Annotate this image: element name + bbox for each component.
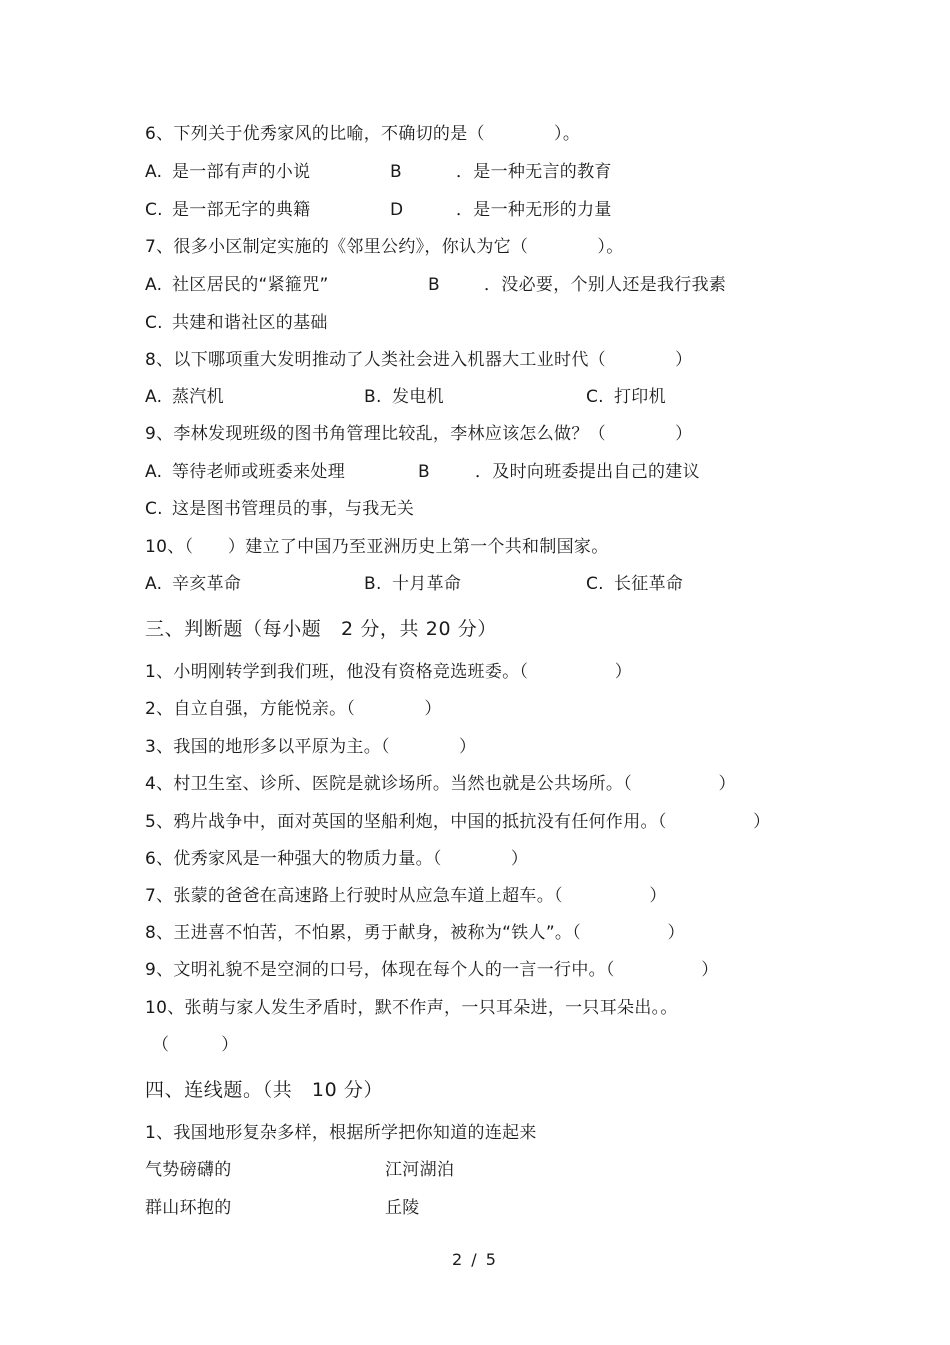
match-row <box>0 1193 950 1223</box>
question-10 <box>0 532 950 562</box>
judge-item <box>0 694 950 724</box>
option-text: 打印机 <box>614 387 666 407</box>
judge-text: 1、小明刚转学到我们班，他没有资格竞选班委。（ ） <box>145 662 633 682</box>
option-text: ．及时向班委提出自己的建议 <box>475 462 700 482</box>
question-stem: 10、（ ）建立了中国乃至亚洲历史上第一个共和制国家。 <box>145 537 609 557</box>
answer-blank: （ ） <box>152 1035 239 1055</box>
page-footer <box>0 1245 950 1275</box>
match-left: 气势磅礴的 <box>145 1160 232 1180</box>
judge-item <box>0 918 950 948</box>
option-letter: B. <box>364 387 382 407</box>
option-letter: B. <box>364 574 382 594</box>
section-4-heading <box>0 1075 950 1105</box>
section-title: 三、判断题（每小题 2 分，共 20 分） <box>145 618 497 640</box>
option-text: ．是一种无形的力量 <box>456 200 612 220</box>
question-stem: 6、下列关于优秀家风的比喻，不确切的是（ ）。 <box>145 124 581 144</box>
option-row <box>0 270 950 300</box>
option-row <box>0 308 950 338</box>
option-row <box>0 382 950 412</box>
option-letter: A. <box>145 275 163 295</box>
judge-text: 10、张萌与家人发生矛盾时，默不作声，一只耳朵进，一只耳朵出。。 <box>145 998 678 1018</box>
match-right: 丘陵 <box>385 1198 420 1218</box>
judge-item <box>0 881 950 911</box>
option-letter: C. <box>586 387 604 407</box>
section-3-heading <box>0 614 950 644</box>
option-text: 等待老师或班委来处理 <box>172 462 345 482</box>
judge-item <box>0 844 950 874</box>
option-text: ．没必要，个别人还是我行我素 <box>484 275 727 295</box>
option-text: 发电机 <box>392 387 444 407</box>
judge-item-blank <box>0 1030 950 1060</box>
option-letter: A. <box>145 387 163 407</box>
match-right: 江河湖泊 <box>385 1160 455 1180</box>
judge-item <box>0 955 950 985</box>
option-text: 蒸汽机 <box>172 387 224 407</box>
option-letter: B <box>428 275 440 295</box>
option-text: 这是图书管理员的事，与我无关 <box>172 499 415 519</box>
judge-text: 9、文明礼貌不是空洞的口号，体现在每个人的一言一行中。（ ） <box>145 960 719 980</box>
judge-item <box>0 993 950 1023</box>
option-text: 长征革命 <box>614 574 684 594</box>
option-text: 辛亥革命 <box>172 574 242 594</box>
judge-text: 3、我国的地形多以平原为主。（ ） <box>145 737 477 757</box>
page-number: 2 / 5 <box>452 1250 498 1269</box>
option-letter: B <box>390 162 402 182</box>
question-stem: 9、李林发现班级的图书角管理比较乱，李林应该怎么做？（ ） <box>145 424 693 444</box>
judge-item <box>0 807 950 837</box>
match-stem: 1、我国地形复杂多样，根据所学把你知道的连起来 <box>145 1123 537 1143</box>
judge-text: 6、优秀家风是一种强大的物质力量。（ ） <box>145 849 529 869</box>
option-letter: D <box>390 200 404 220</box>
option-letter: C. <box>145 499 163 519</box>
judge-text: 8、王进喜不怕苦，不怕累，勇于献身，被称为“铁人”。（ ） <box>145 923 685 943</box>
option-row <box>0 195 950 225</box>
judge-text: 5、鸦片战争中，面对英国的坚船利炮，中国的抵抗没有任何作用。（ ） <box>145 812 771 832</box>
judge-text: 7、张蒙的爸爸在高速路上行驶时从应急车道上超车。（ ） <box>145 886 667 906</box>
option-text: 是一部无字的典籍 <box>172 200 311 220</box>
judge-text: 2、自立自强，方能悦亲。（ ） <box>145 699 442 719</box>
option-letter: B <box>418 462 430 482</box>
question-9 <box>0 419 950 449</box>
option-row <box>0 457 950 487</box>
option-letter: A. <box>145 574 163 594</box>
option-row <box>0 157 950 187</box>
option-letter: C. <box>586 574 604 594</box>
question-stem: 8、以下哪项重大发明推动了人类社会进入机器大工业时代（ ） <box>145 350 693 370</box>
option-text: 十月革命 <box>392 574 462 594</box>
match-left: 群山环抱的 <box>145 1198 232 1218</box>
option-text: 共建和谐社区的基础 <box>172 313 328 333</box>
judge-item <box>0 769 950 799</box>
option-row <box>0 569 950 599</box>
option-text: 社区居民的“紧箍咒” <box>172 275 329 295</box>
match-question <box>0 1118 950 1148</box>
match-row <box>0 1155 950 1185</box>
option-text: ．是一种无言的教育 <box>456 162 612 182</box>
option-row <box>0 494 950 524</box>
option-letter: A. <box>145 162 163 182</box>
option-letter: C. <box>145 200 163 220</box>
judge-item <box>0 732 950 762</box>
judge-item <box>0 657 950 687</box>
question-6 <box>0 119 950 149</box>
option-text: 是一部有声的小说 <box>172 162 311 182</box>
question-8 <box>0 345 950 375</box>
option-letter: C. <box>145 313 163 333</box>
question-stem: 7、很多小区制定实施的《邻里公约》，你认为它（ ）。 <box>145 237 624 257</box>
judge-text: 4、村卫生室、诊所、医院是就诊场所。当然也就是公共场所。（ ） <box>145 774 736 794</box>
question-7 <box>0 232 950 262</box>
section-title: 四、连线题。（共 10 分） <box>145 1079 384 1101</box>
option-letter: A. <box>145 462 163 482</box>
